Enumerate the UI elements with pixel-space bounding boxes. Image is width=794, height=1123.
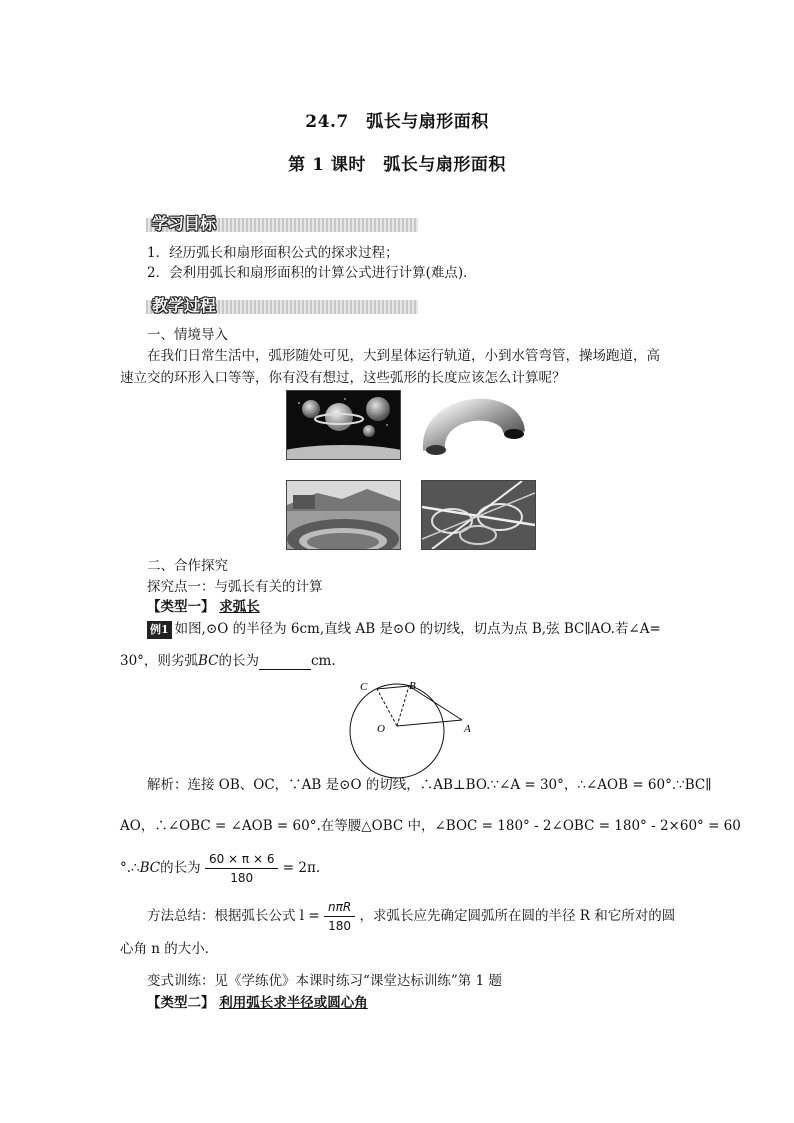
solution-arc-bc: BC [139,860,161,876]
solution-text-3a: °.∴ [120,860,140,876]
method-fraction [324,898,355,935]
interchange-image [422,481,535,549]
solution-line-3 [120,850,320,887]
planets-image [287,391,400,459]
label-c: C [360,681,368,693]
example-text-2c: cm. [310,653,336,669]
intro-line-1: 在我们日常生活中，弧形随处可见，大到星体运行轨道，小到水管弯管，操场跑道，高 [147,348,660,364]
type1-title: 求弧长 [219,599,260,615]
solution-line-2: AO，∴∠OBC = ∠AOB = 60°.在等腰△OBC 中，∠BOC = 180° - 2∠OBC = 180° - 2×60° = 60 [120,818,741,834]
solution-fraction-numerator: 60 × π × 6 [205,850,279,869]
planets-photo [286,390,401,460]
arc-bc [198,653,219,669]
example-text-1: 如图,⊙O 的半径为 6cm,直线 AB 是⊙O 的切线，切点为点 B,弦 BC∥AO.若∠A= [174,621,661,637]
method-line-1 [147,898,675,935]
lesson-title: 第 1 课时 弧长与扇形面积 [288,155,506,175]
solution-line-1: 解析：连接 OB、OC，∵AB 是⊙O 的切线，∴AB⊥BO.∵∠A = 30°，∴∠AOB = 60°.∵BC∥ [147,777,712,793]
example-line-2 [120,652,336,670]
goals-banner [146,210,418,234]
part2-heading: 二、合作探究 [147,558,228,574]
tangent-ab [409,686,462,720]
example-badge: 例1 [147,621,172,639]
type2-tag: 【类型二】 [147,995,215,1011]
goal-item-1: 1．经历弧长和扇形面积公式的探求过程； [147,245,399,261]
variant-training: 变式训练：见《学练优》本课时练习“课堂达标训练”第 1 题 [147,973,502,989]
stadium-image [287,481,400,549]
example-text-2b: 的长为 [218,653,259,669]
arc-bc-label: BC [197,653,219,669]
part1-heading: 一、情境导入 [147,327,228,343]
answer-blank[interactable] [259,655,311,670]
circle-o [350,684,444,778]
stadium-photo [286,480,401,550]
label-a: A [464,723,471,735]
solution-fraction [205,850,279,887]
type1-heading [147,598,260,616]
method-text-a: 方法总结：根据弧长公式 l = [147,908,320,924]
example-line-1 [147,620,661,639]
type1-tag: 【类型一】 [147,599,215,615]
intro-line-2: 速立交的环形入口等等，你有没有想过，这些弧形的长度应该怎么计算呢？ [120,370,566,386]
method-text-b: ，求弧长应先确定圆弧所在圆的半径 R 和它所对的圆 [359,908,676,924]
solution-fraction-denominator: 180 [230,871,254,885]
type2-heading [147,994,368,1012]
segment-oa [397,720,462,726]
pipe-image [420,392,526,458]
section-title: 24.7 弧长与扇形面积 [305,112,489,132]
goal-item-2: 2．会利用弧长和扇形面积的计算公式进行计算(难点)． [147,265,477,281]
circle-tangent-figure [340,676,480,786]
process-banner [146,292,418,316]
method-fraction-denominator: 180 [328,919,352,933]
type2-title: 利用弧长求半径或圆心角 [219,995,368,1011]
goals-banner-label: 学习目标 [152,214,217,233]
example-text-2a: 30°，则劣弧 [120,653,198,669]
pipe-photo [420,392,526,458]
explore-point: 探究点一：与弧长有关的计算 [147,579,323,595]
radius-oc [377,689,397,726]
radius-ob [397,686,409,726]
solution-text-3c: = 2π. [282,860,321,876]
method-line-2: 心角 n 的大小． [120,941,219,957]
label-o: O [377,723,385,735]
process-banner-label: 教学过程 [152,296,217,315]
interchange-photo [421,480,536,550]
solution-text-3b: 的长为 [160,860,201,876]
label-b: B [409,680,416,692]
method-fraction-numerator: nπR [324,898,355,917]
